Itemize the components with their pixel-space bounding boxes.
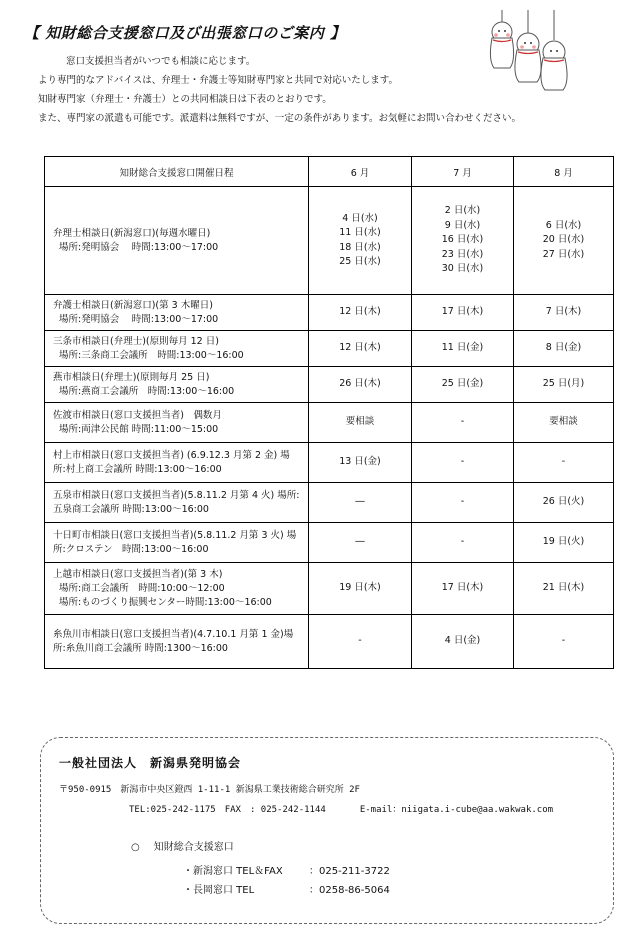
contact-line	[129, 802, 553, 815]
date-cell-jun: 4 日(水) 11 日(水) 18 日(水) 25 日(水)	[309, 187, 412, 295]
office-label: ・新潟窓口 TEL＆FAX	[183, 866, 283, 877]
table-row	[45, 403, 614, 443]
table-row	[45, 483, 614, 523]
office-phone: ：025-211-3722	[309, 866, 390, 877]
date-cell-jul: -	[412, 443, 514, 483]
date-cell-jun: ―	[309, 523, 412, 563]
date-cell-jul: 4 日(金)	[412, 615, 514, 669]
date-cell-jul: 25 日(金)	[412, 367, 514, 403]
office-phone: ：0258-86-5064	[309, 885, 390, 896]
session-description: 糸魚川市相談日(窓口支援担当者)(4.7.10.1 月第 1 金)場所:糸魚川商工会議所 時間:1300～16:00	[45, 615, 309, 669]
date-cell-aug: 7 日(木)	[514, 295, 614, 331]
date-cell-jul: 17 日(木)	[412, 563, 514, 615]
date-cell-aug: 6 日(水) 20 日(水) 27 日(水)	[514, 187, 614, 295]
support-heading	[131, 838, 234, 853]
intro-line: また、専門家の派遣も可能です。派遣料は無料ですが、一定の条件があります。お気軽にお問い合わせください。	[38, 113, 521, 124]
date-cell-jun: 19 日(木)	[309, 563, 412, 615]
date-cell-jun: 12 日(木)	[309, 295, 412, 331]
session-description: 上越市相談日(窓口支援担当者)(第 3 木) 場所:商工会議所 時間:10:00～12:00 場所:ものづくり振興センター時間:13:00～16:00	[45, 563, 309, 615]
date-cell-jun: 26 日(木)	[309, 367, 412, 403]
circle-bullet-icon: ○	[131, 842, 140, 853]
table-row	[45, 615, 614, 669]
date-cell-jul: -	[412, 403, 514, 443]
column-header: 知財総合支援窓口開催日程	[45, 157, 309, 187]
organization-name: 一般社団法人 新潟県発明協会	[59, 756, 242, 770]
table-header-row	[45, 157, 614, 187]
date-cell-jun: 12 日(木)	[309, 331, 412, 367]
date-cell-jul: -	[412, 483, 514, 523]
address: 〒950-0915 新潟市中央区鐙西 1-11-1 新潟県工業技術総合研究所 2F	[59, 785, 360, 795]
session-description: 弁護士相談日(新潟窓口)(第 3 木曜日) 場所:発明協会 時間:13:00～17:00	[45, 295, 309, 331]
table-row	[45, 523, 614, 563]
date-cell-jul: 2 日(水) 9 日(水) 16 日(水) 23 日(水) 30 日(水)	[412, 187, 514, 295]
date-cell-aug: -	[514, 443, 614, 483]
date-cell-aug: 21 日(木)	[514, 563, 614, 615]
date-cell-aug: 25 日(月)	[514, 367, 614, 403]
date-cell-aug: 26 日(火)	[514, 483, 614, 523]
date-cell-aug: 8 日(金)	[514, 331, 614, 367]
column-header: 6 月	[309, 157, 412, 187]
column-header: 8 月	[514, 157, 614, 187]
session-description: 燕市相談日(弁理士)(原則毎月 25 日) 場所:燕商工会議所 時間:13:00～16:00	[45, 367, 309, 403]
office-nagaoka	[183, 881, 390, 896]
office-label: ・長岡窓口 TEL	[183, 885, 255, 896]
table-row	[45, 187, 614, 295]
intro-line: 知財専門家（弁理士・弁護士）との共同相談日は下表のとおりです。	[38, 94, 332, 105]
column-header: 7 月	[412, 157, 514, 187]
table-row	[45, 563, 614, 615]
session-description: 佐渡市相談日(窓口支援担当者) 偶数月 場所:両津公民館 時間:11:00～15:00	[45, 403, 309, 443]
session-description: 三条市相談日(弁理士)(原則毎月 12 日) 場所:三条商工会議所 時間:13:00～16:00	[45, 331, 309, 367]
intro-line: 窓口支援担当者がいつでも相談に応じます。	[66, 56, 256, 67]
table-row	[45, 443, 614, 483]
tel-fax: TEL:025-242-1175 FAX : 025-242-1144	[129, 805, 326, 815]
support-title: 知財総合支援窓口	[153, 842, 234, 853]
date-cell-jul: 11 日(金)	[412, 331, 514, 367]
office-niigata	[183, 862, 390, 877]
date-cell-jun: 要相談	[309, 403, 412, 443]
email-link[interactable]: E-mail：niigata.i-cube@aa.wakwak.com	[359, 805, 554, 815]
date-cell-aug: -	[514, 615, 614, 669]
intro-line: より専門的なアドバイスは、弁理士・弁護士等知財専門家と共同で対応いたします。	[38, 75, 398, 86]
date-cell-jun: ―	[309, 483, 412, 523]
session-description: 十日町市相談日(窓口支援担当者)(5.8.11.2 月第 3 火) 場所:クロステン 時間:13:00～16:00	[45, 523, 309, 563]
page-title: 【 知財総合支援窓口及び出張窓口のご案内 】	[24, 24, 346, 42]
date-cell-aug: 19 日(火)	[514, 523, 614, 563]
date-cell-jun: -	[309, 615, 412, 669]
date-cell-aug: 要相談	[514, 403, 614, 443]
schedule-table	[44, 156, 614, 669]
intro-text	[38, 52, 521, 128]
table-row	[45, 295, 614, 331]
date-cell-jul: -	[412, 523, 514, 563]
date-cell-jun: 13 日(金)	[309, 443, 412, 483]
session-description: 五泉市相談日(窓口支援担当者)(5.8.11.2 月第 4 火) 場所:五泉商工会議所 時間:13:00～16:00	[45, 483, 309, 523]
session-description: 弁理士相談日(新潟窓口)(毎週水曜日) 場所:発明協会 時間:13:00～17:00	[45, 187, 309, 295]
date-cell-jul: 17 日(木)	[412, 295, 514, 331]
session-description: 村上市相談日(窓口支援担当者) (6.9.12.3 月第 2 金) 場所:村上商工会議所 時間:13:00～16:00	[45, 443, 309, 483]
table-row	[45, 367, 614, 403]
table-row	[45, 331, 614, 367]
contact-box	[40, 737, 614, 924]
